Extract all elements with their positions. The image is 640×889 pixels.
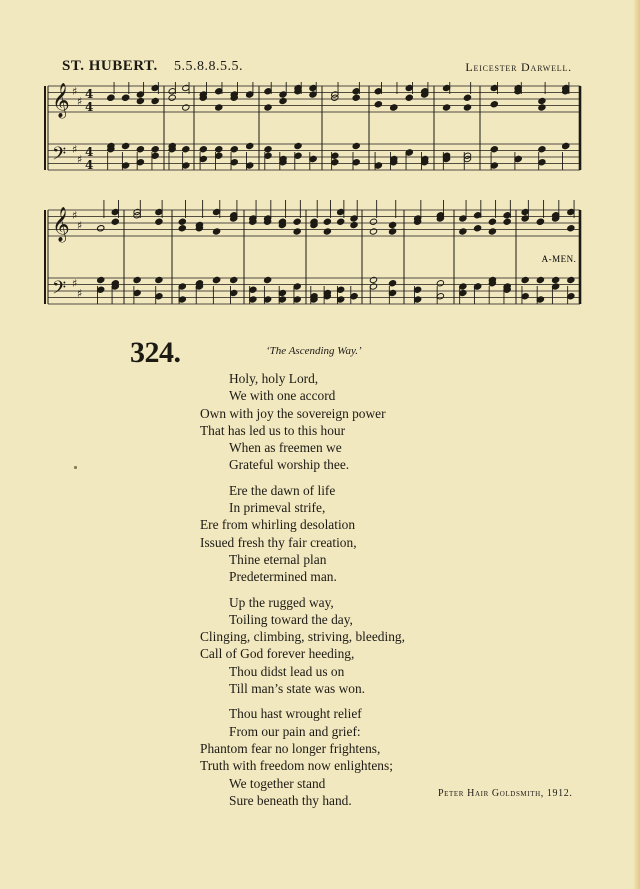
notehead: [374, 101, 382, 108]
verse-line: Issued fresh thy fair creation,: [200, 534, 357, 550]
notehead: [567, 276, 575, 283]
time-signature: 4: [85, 158, 94, 172]
notehead: [107, 94, 115, 101]
bass-clef-icon: 𝄢: [52, 144, 67, 169]
notehead: [388, 221, 396, 228]
notehead: [521, 276, 529, 283]
sharp-icon: ♯: [77, 219, 83, 232]
tune-name: ST. HUBERT.: [62, 58, 158, 74]
notehead: [459, 228, 467, 235]
notehead: [279, 97, 287, 104]
notehead: [503, 218, 511, 225]
notehead: [136, 146, 144, 153]
notehead: [151, 97, 159, 104]
page-edge: [634, 0, 640, 889]
verse-line: In primeval strife,: [229, 500, 326, 516]
music-score: [44, 82, 584, 324]
notehead: [97, 276, 105, 283]
notehead: [264, 276, 272, 283]
notehead: [293, 228, 301, 235]
notehead: [133, 276, 141, 283]
notehead: [552, 276, 560, 283]
notehead: [352, 142, 360, 149]
time-signature: 4: [85, 100, 94, 114]
verse-line: Holy, holy Lord,: [229, 371, 319, 386]
notehead: [323, 218, 331, 225]
notehead: [323, 228, 331, 235]
score-notes: [52, 82, 575, 304]
verse-line: Thou hast wrought relief: [229, 706, 362, 722]
notehead: [111, 218, 119, 225]
notehead: [178, 225, 186, 232]
treble-clef-icon: 𝄞: [52, 83, 70, 118]
notehead: [246, 142, 254, 149]
verse-line: Own with joy the sovereign power: [200, 405, 386, 421]
hymn-title: ‘The Ascending Way.’: [266, 345, 362, 357]
notehead: [488, 228, 496, 235]
notehead: [388, 228, 396, 235]
page-speck: [74, 466, 77, 469]
verse-line: We together stand: [229, 775, 326, 791]
notehead: [369, 218, 377, 225]
notehead: [488, 218, 496, 225]
verse-line: From our pain and grief:: [229, 723, 361, 739]
notehead: [388, 280, 396, 287]
hymn-text: [200, 370, 500, 817]
verse-line: Predetermined man.: [229, 569, 337, 585]
verse-line: Truth with freedom now enlightens;: [200, 758, 393, 774]
notehead: [369, 228, 377, 235]
verse-line: Thine eternal plan: [229, 551, 327, 567]
notehead: [155, 276, 163, 283]
notehead: [212, 276, 220, 283]
notehead: [178, 218, 186, 225]
verse-line: Clinging, climbing, striving, bleeding,: [200, 629, 405, 645]
notehead: [264, 146, 272, 153]
notehead: [562, 142, 570, 149]
sharp-icon: ♯: [77, 95, 83, 108]
stanza-1: [200, 370, 500, 474]
notehead: [97, 225, 105, 232]
author-credit: Peter Hair Goldsmith, 1912.: [438, 788, 573, 799]
notehead: [536, 218, 544, 225]
hymn-number: 324.: [130, 336, 181, 369]
notehead: [474, 225, 482, 232]
notehead: [230, 146, 238, 153]
tune-header: [62, 58, 572, 78]
staff-lines: [45, 86, 580, 304]
verse-line: That has led us to this hour: [200, 422, 346, 438]
notehead: [538, 104, 546, 111]
notehead: [293, 218, 301, 225]
notehead: [151, 146, 159, 153]
notehead: [199, 146, 207, 153]
verse-line: Phantom fear no longer frightens,: [200, 740, 381, 756]
time-signature: 4: [85, 145, 94, 159]
notehead: [350, 221, 358, 228]
treble-clef-icon: 𝄞: [52, 207, 70, 242]
verse-line: Ere the dawn of life: [229, 482, 336, 498]
verse-line: Sure beneath thy hand.: [229, 792, 352, 808]
verse-line: Toiling toward the day,: [229, 611, 353, 627]
notehead: [463, 104, 471, 111]
notehead: [215, 104, 223, 111]
notehead: [538, 97, 546, 104]
notehead: [490, 101, 498, 108]
stanza-3: [200, 594, 500, 698]
notehead: [490, 146, 498, 153]
notehead: [122, 142, 130, 149]
notehead: [215, 146, 223, 153]
sharp-icon: ♯: [72, 85, 78, 98]
notehead: [122, 94, 130, 101]
verse-line: Grateful worship thee.: [229, 457, 350, 473]
amen-label: A-MEN.: [541, 254, 577, 264]
notehead: [369, 276, 377, 283]
notehead: [538, 146, 546, 153]
notehead: [337, 218, 345, 225]
notehead: [212, 228, 220, 235]
notehead: [230, 276, 238, 283]
sharp-icon: ♯: [77, 153, 83, 166]
notehead: [182, 146, 190, 153]
notehead: [182, 104, 190, 111]
notehead: [436, 280, 444, 287]
stanza-2: [200, 482, 500, 586]
notehead: [442, 104, 450, 111]
sharp-icon: ♯: [72, 209, 78, 222]
verse-line: Thou didst lead us on: [229, 663, 345, 679]
notehead: [264, 104, 272, 111]
verse-line: Call of God forever heeding,: [200, 646, 355, 662]
bass-clef-icon: 𝄢: [52, 278, 67, 303]
notehead: [168, 94, 176, 101]
sharp-icon: ♯: [72, 143, 78, 156]
verse-line: We with one accord: [229, 388, 336, 404]
notehead: [155, 218, 163, 225]
notehead: [536, 276, 544, 283]
notehead: [463, 94, 471, 101]
notehead: [567, 225, 575, 232]
notehead: [294, 142, 302, 149]
verse-line: When as freemen we: [229, 440, 342, 456]
composer-credit: Leicester Darwell.: [465, 60, 572, 74]
verse-line: Ere from whirling desolation: [200, 517, 356, 533]
notehead: [136, 97, 144, 104]
tune-meter: 5.5.8.8.5.5.: [174, 59, 243, 74]
sharp-icon: ♯: [77, 287, 83, 300]
notehead: [390, 104, 398, 111]
notehead: [405, 94, 413, 101]
time-signature: 4: [85, 87, 94, 101]
verse-line: Up the rugged way,: [229, 594, 334, 610]
verse-line: Till man’s state was won.: [229, 681, 366, 697]
sharp-icon: ♯: [72, 277, 78, 290]
notehead: [352, 94, 360, 101]
